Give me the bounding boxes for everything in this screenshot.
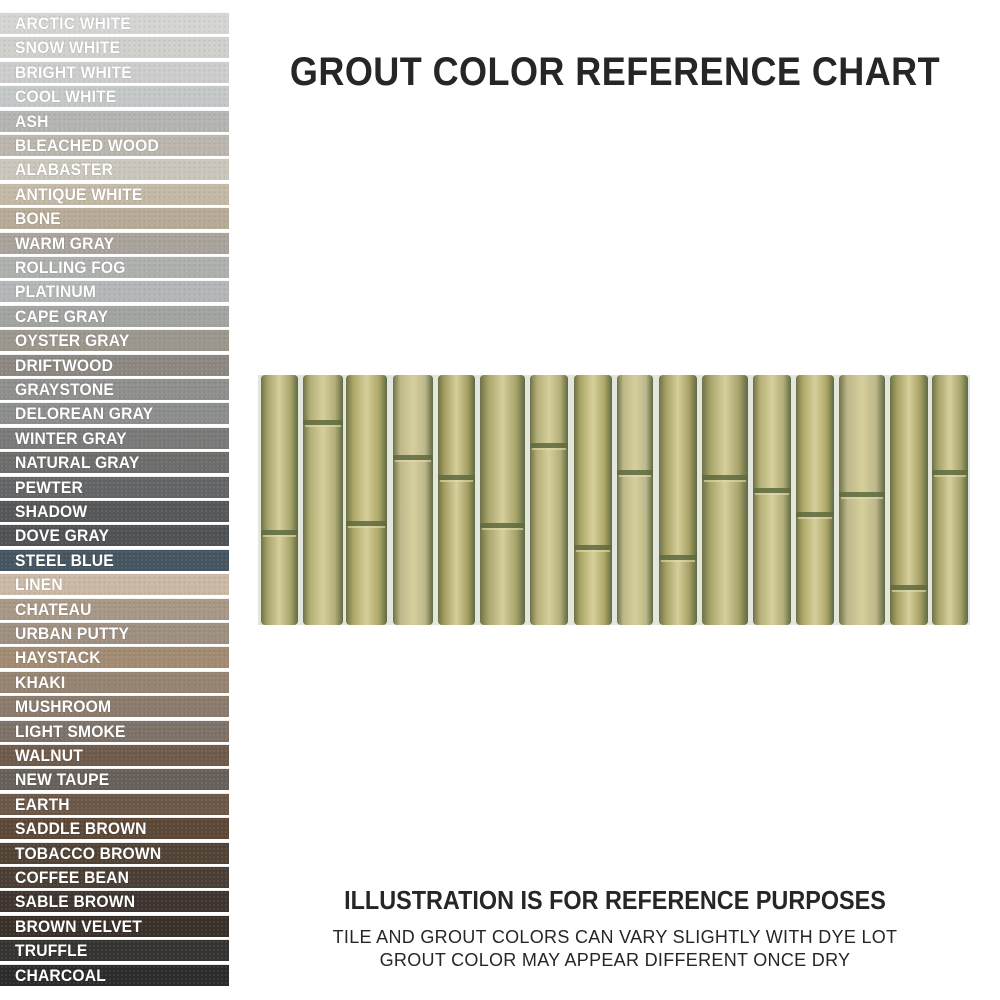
grout-swatch-label: MUSHROOM — [15, 697, 112, 717]
grout-swatch — [0, 402, 229, 424]
bamboo-stalk — [659, 375, 697, 625]
grout-swatch — [0, 549, 229, 571]
grout-swatch-label: BROWN VELVET — [15, 916, 143, 936]
grout-swatch-label: COOL WHITE — [15, 87, 117, 107]
grout-swatch — [0, 671, 229, 693]
grout-swatch-label: STEEL BLUE — [15, 550, 114, 570]
bamboo-node-highlight — [532, 448, 566, 450]
grout-swatch-label: ALABASTER — [15, 160, 114, 180]
grout-swatch — [0, 598, 229, 620]
bamboo-node — [702, 475, 748, 480]
bamboo-node — [480, 523, 525, 528]
grout-swatch — [0, 61, 229, 83]
bamboo-stalk — [530, 375, 568, 625]
grout-swatch — [0, 939, 229, 961]
grout-swatch-label: WINTER GRAY — [15, 428, 127, 448]
grout-swatch-label: SADDLE BROWN — [15, 819, 147, 839]
bamboo-stalk — [796, 375, 834, 625]
grout-swatch-label: ARCTIC WHITE — [15, 14, 132, 33]
bamboo-tile-image — [258, 375, 970, 625]
grout-swatch — [0, 256, 229, 278]
grout-swatch-label: SHADOW — [15, 502, 88, 521]
bamboo-stalk — [303, 375, 343, 625]
grout-swatch-label: PLATINUM — [15, 282, 97, 302]
grout-swatch — [0, 622, 229, 644]
grout-swatch — [0, 354, 229, 376]
grout-swatch — [0, 964, 229, 986]
grout-swatch-label: KHAKI — [15, 672, 66, 692]
bamboo-node — [617, 470, 653, 475]
grout-swatch-label: GRAYSTONE — [15, 380, 115, 399]
bamboo-stalk — [438, 375, 475, 625]
grout-swatch-label: WALNUT — [15, 746, 84, 765]
bamboo-stalk — [346, 375, 387, 625]
grout-swatch — [0, 573, 229, 595]
grout-swatch — [0, 793, 229, 815]
bamboo-node — [438, 475, 475, 480]
grout-swatch — [0, 329, 229, 351]
grout-swatch — [0, 134, 229, 156]
bamboo-node — [261, 530, 298, 535]
grout-swatch — [0, 427, 229, 449]
bamboo-node-highlight — [619, 475, 651, 477]
grout-swatch-label: LIGHT SMOKE — [15, 721, 126, 741]
grout-swatch — [0, 817, 229, 839]
bamboo-node-highlight — [755, 493, 789, 495]
grout-swatch-label: CHATEAU — [15, 599, 92, 619]
bamboo-node-highlight — [263, 535, 296, 537]
bamboo-node — [530, 443, 568, 448]
bamboo-node-highlight — [661, 560, 695, 562]
bamboo-node-highlight — [934, 475, 966, 477]
grout-swatch-label: URBAN PUTTY — [15, 624, 130, 643]
grout-swatch — [0, 207, 229, 229]
grout-swatch — [0, 744, 229, 766]
bamboo-stalk — [261, 375, 298, 625]
grout-swatch — [0, 476, 229, 498]
bamboo-node — [796, 512, 834, 517]
grout-swatch — [0, 12, 229, 34]
grout-swatch-label: NATURAL GRAY — [15, 453, 140, 473]
notice-line-dye-lot: TILE AND GROUT COLORS CAN VARY SLIGHTLY WITH DYE LOT — [332, 927, 898, 947]
grout-swatch-label: NEW TAUPE — [15, 770, 110, 790]
grout-swatch-label: WARM GRAY — [15, 233, 115, 253]
grout-swatch-label: ASH — [15, 111, 49, 131]
grout-swatch-label: BLEACHED WOOD — [15, 136, 160, 155]
grout-swatch-label: DOVE GRAY — [15, 526, 110, 546]
grout-swatch — [0, 500, 229, 522]
bamboo-node — [346, 521, 387, 526]
grout-swatch-label: COFFEE BEAN — [15, 868, 130, 887]
grout-swatch-label: TRUFFLE — [15, 941, 88, 961]
bamboo-node — [839, 492, 885, 497]
grout-swatch — [0, 451, 229, 473]
bamboo-node-highlight — [892, 590, 926, 592]
bamboo-stalk — [753, 375, 791, 625]
grout-swatch — [0, 695, 229, 717]
grout-swatch-label: SNOW WHITE — [15, 38, 121, 58]
grout-swatch — [0, 646, 229, 668]
grout-swatch — [0, 378, 229, 400]
bamboo-node — [890, 585, 928, 590]
grout-swatch — [0, 768, 229, 790]
bamboo-node — [393, 455, 433, 460]
grout-swatch-label: EARTH — [15, 794, 70, 814]
bamboo-node-highlight — [704, 480, 746, 482]
grout-swatch-label: ROLLING FOG — [15, 258, 126, 277]
bamboo-node — [753, 488, 791, 493]
grout-swatch-list — [0, 12, 229, 989]
grout-swatch-label: HAYSTACK — [15, 648, 101, 668]
bamboo-node-highlight — [798, 517, 832, 519]
notice-line-once-dry: GROUT COLOR MAY APPEAR DIFFERENT ONCE DRY — [379, 950, 851, 970]
grout-swatch-label: LINEN — [15, 575, 63, 595]
bamboo-stalk — [480, 375, 525, 625]
grout-swatch — [0, 866, 229, 888]
grout-swatch — [0, 524, 229, 546]
bamboo-node-highlight — [440, 480, 473, 482]
notice-heading: ILLUSTRATION IS FOR REFERENCE PURPOSES — [344, 885, 886, 915]
grout-swatch — [0, 232, 229, 254]
bamboo-node — [932, 470, 968, 475]
page-title: GROUT COLOR REFERENCE CHART — [289, 50, 941, 94]
bamboo-stalk — [702, 375, 748, 625]
bamboo-node — [659, 555, 697, 560]
grout-swatch — [0, 720, 229, 742]
bamboo-node-highlight — [841, 497, 883, 499]
bamboo-stalk — [839, 375, 885, 625]
grout-swatch-label: SABLE BROWN — [15, 892, 136, 912]
grout-swatch — [0, 915, 229, 937]
grout-swatch — [0, 158, 229, 180]
bamboo-stalk — [932, 375, 968, 625]
bamboo-node-highlight — [395, 460, 431, 462]
grout-swatch-label: CHARCOAL — [15, 965, 106, 985]
grout-swatch-label: TOBACCO BROWN — [15, 843, 162, 863]
grout-swatch-label: PEWTER — [15, 477, 84, 497]
grout-swatch-label: DELOREAN GRAY — [15, 404, 154, 424]
bamboo-node-highlight — [348, 526, 385, 528]
grout-swatch-label: OYSTER GRAY — [15, 331, 130, 351]
grout-swatch — [0, 110, 229, 132]
grout-swatch-label: CAPE GRAY — [15, 306, 109, 326]
grout-swatch — [0, 183, 229, 205]
bamboo-stalk — [393, 375, 433, 625]
bamboo-node-highlight — [576, 550, 610, 552]
bamboo-node-highlight — [305, 425, 341, 427]
grout-swatch — [0, 842, 229, 864]
grout-swatch — [0, 85, 229, 107]
bamboo-stalk — [617, 375, 653, 625]
bamboo-tile-illustration — [258, 375, 970, 625]
grout-swatch — [0, 36, 229, 58]
grout-swatch-label: BONE — [15, 209, 61, 229]
bamboo-stalk — [574, 375, 612, 625]
bamboo-node — [574, 545, 612, 550]
grout-swatch — [0, 890, 229, 912]
grout-swatch-label: BRIGHT WHITE — [15, 62, 132, 82]
bamboo-node-highlight — [482, 528, 523, 530]
grout-swatch-label: DRIFTWOOD — [15, 355, 114, 375]
bamboo-node — [303, 420, 343, 425]
grout-swatch — [0, 280, 229, 302]
grout-swatch — [0, 305, 229, 327]
grout-swatch-label: ANTIQUE WHITE — [15, 184, 143, 204]
